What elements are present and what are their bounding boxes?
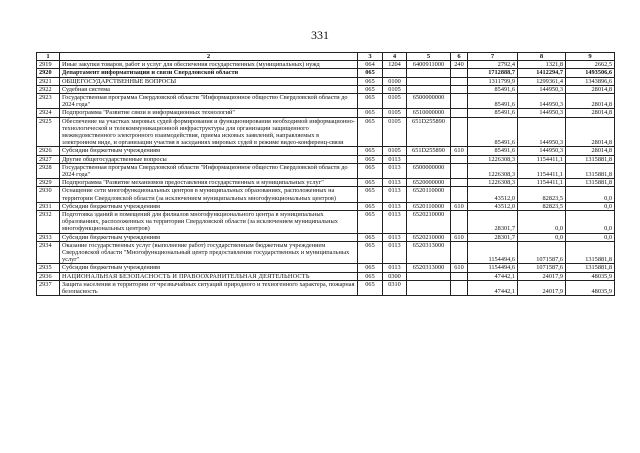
row-number-cell: 2923	[37, 94, 60, 109]
amount-year-2-cell: 24017,9	[518, 272, 566, 280]
amount-year-2-cell: 1299361,4	[518, 77, 566, 85]
amount-year-2-cell: 144950,3	[518, 109, 566, 117]
ministry-code-cell: 065	[358, 147, 383, 155]
row-number-cell: 2932	[37, 211, 60, 234]
description-cell: Подпрограмма "Развитие связи и информационных технологий"	[60, 109, 358, 117]
amount-year-2-cell: 0,0	[518, 211, 566, 234]
target-article-cell: 6500000000	[407, 94, 451, 109]
ministry-code-cell: 065	[358, 264, 383, 272]
amount-year-1-cell: 85491,6	[468, 85, 518, 93]
table-row	[37, 264, 615, 272]
expense-type-cell	[451, 155, 468, 163]
column-header: 3	[358, 53, 383, 61]
description-cell: Оснащение сети многофункциональных центров в муниципальных образованиях, расположенных на территории Свердловской области (за исключением муниципальных многофункциональных центров)	[60, 187, 358, 202]
expense-type-cell: 610	[451, 233, 468, 241]
target-article-cell: 6520210000	[407, 211, 451, 234]
amount-year-2-cell: 82823,5	[518, 202, 566, 210]
table-row	[37, 94, 615, 109]
amount-year-1-cell: 85491,6	[468, 109, 518, 117]
table-row	[37, 117, 615, 147]
table-row	[37, 155, 615, 163]
expense-type-cell	[451, 117, 468, 147]
column-header: 6	[451, 53, 468, 61]
section-code-cell: 0310	[383, 280, 407, 295]
table-row	[37, 179, 615, 187]
target-article-cell: 651D255890	[407, 117, 451, 147]
section-code-cell: 0113	[383, 202, 407, 210]
expense-type-cell	[451, 94, 468, 109]
amount-year-1-cell: 28301,7	[468, 211, 518, 234]
ministry-code-cell: 065	[358, 77, 383, 85]
amount-year-1-cell: 43512,0	[468, 202, 518, 210]
description-cell: Субсидии бюджетным учреждениям	[60, 147, 358, 155]
target-article-cell: 6520110000	[407, 187, 451, 202]
description-cell: Департамент информатизации и связи Свердловской области	[60, 69, 358, 77]
ministry-code-cell: 065	[358, 211, 383, 234]
table-row	[37, 77, 615, 85]
description-cell: Защита населения и территории от чрезвычайных ситуаций природного и техногенного характера, пожарная безопасность	[60, 280, 358, 295]
amount-year-2-cell: 1321,8	[518, 61, 566, 69]
column-header: 5	[407, 53, 451, 61]
amount-year-2-cell: 1412294,7	[518, 69, 566, 77]
target-article-cell: 6520313000	[407, 264, 451, 272]
section-code-cell: 0105	[383, 117, 407, 147]
section-code-cell: 0113	[383, 155, 407, 163]
row-number-cell: 2919	[37, 61, 60, 69]
expense-type-cell	[451, 241, 468, 264]
description-cell: Субсидии бюджетным учреждениям	[60, 264, 358, 272]
section-code-cell: 0300	[383, 272, 407, 280]
row-number-cell: 2936	[37, 272, 60, 280]
target-article-cell: 6520110000	[407, 202, 451, 210]
section-code-cell: 0105	[383, 109, 407, 117]
section-code-cell: 0105	[383, 94, 407, 109]
amount-year-2-cell: 24017,9	[518, 280, 566, 295]
section-code-cell: 0113	[383, 241, 407, 264]
expense-type-cell	[451, 280, 468, 295]
description-cell: Обеспечение на участках мировых судей формирования и функционирования необходимой информационно-технологической и телекоммуникационной инфраструктуры для организации защищенного межведомственного электронного взаимодействия, приема исковых заявлений, направляемых в электронном виде, и организации участия в заседаниях мировых судей в режиме видео-конференц-связи	[60, 117, 358, 147]
amount-year-3-cell: 2662,5	[566, 61, 615, 69]
amount-year-2-cell: 82823,5	[518, 187, 566, 202]
target-article-cell: 6520000000	[407, 179, 451, 187]
amount-year-2-cell: 144950,3	[518, 147, 566, 155]
description-cell: Судебная система	[60, 85, 358, 93]
column-header: 9	[566, 53, 615, 61]
description-cell: Другие общегосударственные вопросы	[60, 155, 358, 163]
target-article-cell	[407, 280, 451, 295]
row-number-cell: 2927	[37, 155, 60, 163]
ministry-code-cell: 065	[358, 94, 383, 109]
amount-year-2-cell: 1071587,6	[518, 241, 566, 264]
target-article-cell	[407, 85, 451, 93]
expense-type-cell	[451, 109, 468, 117]
ministry-code-cell: 065	[358, 233, 383, 241]
amount-year-2-cell: 1154411,1	[518, 163, 566, 178]
amount-year-3-cell: 1343896,6	[566, 77, 615, 85]
description-cell: Государственная программа Свердловской области "Информационное общество Свердловской области до 2024 года"	[60, 94, 358, 109]
table-row	[37, 211, 615, 234]
amount-year-3-cell: 1315881,8	[566, 264, 615, 272]
table-row	[37, 69, 615, 77]
amount-year-2-cell: 1071587,6	[518, 264, 566, 272]
amount-year-3-cell: 1315881,8	[566, 179, 615, 187]
amount-year-1-cell: 1712888,7	[468, 69, 518, 77]
column-header: 4	[383, 53, 407, 61]
expense-type-cell	[451, 77, 468, 85]
row-number-cell: 2934	[37, 241, 60, 264]
amount-year-3-cell: 0,0	[566, 202, 615, 210]
column-header: 7	[468, 53, 518, 61]
table-row	[37, 85, 615, 93]
target-article-cell: 6520210000	[407, 233, 451, 241]
table-row	[37, 109, 615, 117]
description-cell: Субсидии бюджетным учреждениям	[60, 233, 358, 241]
target-article-cell: 6400911000	[407, 61, 451, 69]
amount-year-2-cell: 144950,3	[518, 85, 566, 93]
ministry-code-cell: 065	[358, 187, 383, 202]
table-row	[37, 272, 615, 280]
amount-year-1-cell: 85491,6	[468, 147, 518, 155]
row-number-cell: 2926	[37, 147, 60, 155]
column-header: 1	[37, 53, 60, 61]
table-row	[37, 233, 615, 241]
amount-year-2-cell: 0,0	[518, 233, 566, 241]
section-code-cell: 0113	[383, 211, 407, 234]
row-number-cell: 2931	[37, 202, 60, 210]
expense-type-cell: 610	[451, 202, 468, 210]
amount-year-3-cell: 0,0	[566, 233, 615, 241]
ministry-code-cell: 065	[358, 241, 383, 264]
target-article-cell: 651D255890	[407, 147, 451, 155]
ministry-code-cell: 064	[358, 61, 383, 69]
ministry-code-cell: 065	[358, 69, 383, 77]
amount-year-2-cell: 144950,3	[518, 117, 566, 147]
row-number-cell: 2920	[37, 69, 60, 77]
target-article-cell: 6510000000	[407, 109, 451, 117]
amount-year-2-cell: 144950,3	[518, 94, 566, 109]
amount-year-3-cell: 1315881,8	[566, 155, 615, 163]
description-cell: Иные закупки товаров, работ и услуг для обеспечения государственных (муниципальных) нужд	[60, 61, 358, 69]
target-article-cell	[407, 155, 451, 163]
ministry-code-cell: 065	[358, 109, 383, 117]
description-cell: Подготовка зданий и помещений для филиалов многофункционального центра в муниципальных образованиях, расположенных на территории Свердловской области (за исключением муниципальных многофункциональных центров)	[60, 211, 358, 234]
row-number-cell: 2928	[37, 163, 60, 178]
amount-year-1-cell: 28301,7	[468, 233, 518, 241]
budget-table	[36, 52, 615, 296]
expense-type-cell: 610	[451, 147, 468, 155]
amount-year-3-cell: 1315881,8	[566, 163, 615, 178]
section-code-cell: 0105	[383, 85, 407, 93]
row-number-cell: 2924	[37, 109, 60, 117]
table-row	[37, 241, 615, 264]
table-row	[37, 147, 615, 155]
section-code-cell: 0113	[383, 163, 407, 178]
amount-year-1-cell: 2792,4	[468, 61, 518, 69]
amount-year-2-cell: 1154411,1	[518, 179, 566, 187]
amount-year-1-cell: 1226308,3	[468, 179, 518, 187]
ministry-code-cell: 065	[358, 179, 383, 187]
target-article-cell: 6520313000	[407, 241, 451, 264]
table-row	[37, 202, 615, 210]
description-cell: Оказание государственных услуг (выполнение работ) государственным бюджетным учреждением Свердловской области "Многофункциональный центр предоставления государственных и муниципальных услуг"	[60, 241, 358, 264]
amount-year-1-cell: 1311799,9	[468, 77, 518, 85]
table-row	[37, 280, 615, 295]
amount-year-3-cell: 0,0	[566, 187, 615, 202]
row-number-cell: 2922	[37, 85, 60, 93]
description-cell: Государственная программа Свердловской области "Информационное общество Свердловской области до 2024 года"	[60, 163, 358, 178]
section-code-cell: 0113	[383, 179, 407, 187]
section-code-cell: 0113	[383, 187, 407, 202]
amount-year-3-cell: 28014,8	[566, 117, 615, 147]
section-code-cell: 0113	[383, 233, 407, 241]
table-row	[37, 187, 615, 202]
target-article-cell: 6500000000	[407, 163, 451, 178]
amount-year-3-cell: 48035,9	[566, 272, 615, 280]
expense-type-cell	[451, 211, 468, 234]
amount-year-1-cell: 1154494,6	[468, 241, 518, 264]
amount-year-1-cell: 47442,1	[468, 272, 518, 280]
description-cell: НАЦИОНАЛЬНАЯ БЕЗОПАСНОСТЬ И ПРАВООХРАНИТЕЛЬНАЯ ДЕЯТЕЛЬНОСТЬ	[60, 272, 358, 280]
amount-year-3-cell: 28014,8	[566, 147, 615, 155]
section-code-cell: 1204	[383, 61, 407, 69]
row-number-cell: 2925	[37, 117, 60, 147]
page-number: 331	[311, 28, 329, 42]
row-number-cell: 2921	[37, 77, 60, 85]
section-code-cell	[383, 69, 407, 77]
column-header: 8	[518, 53, 566, 61]
expense-type-cell	[451, 179, 468, 187]
amount-year-3-cell: 1493506,6	[566, 69, 615, 77]
table-row	[37, 163, 615, 178]
amount-year-1-cell: 85491,6	[468, 117, 518, 147]
expense-type-cell	[451, 85, 468, 93]
expense-type-cell	[451, 187, 468, 202]
target-article-cell	[407, 77, 451, 85]
ministry-code-cell: 065	[358, 163, 383, 178]
amount-year-3-cell: 0,0	[566, 211, 615, 234]
ministry-code-cell: 065	[358, 85, 383, 93]
amount-year-3-cell: 48035,9	[566, 280, 615, 295]
ministry-code-cell: 065	[358, 155, 383, 163]
description-cell: Субсидии бюджетным учреждениям	[60, 202, 358, 210]
row-number-cell: 2929	[37, 179, 60, 187]
expense-type-cell	[451, 272, 468, 280]
amount-year-1-cell: 43512,0	[468, 187, 518, 202]
section-code-cell: 0105	[383, 147, 407, 155]
ministry-code-cell: 065	[358, 280, 383, 295]
column-header: 2	[60, 53, 358, 61]
table-header-row	[37, 53, 615, 61]
table-row	[37, 61, 615, 69]
target-article-cell	[407, 272, 451, 280]
ministry-code-cell: 065	[358, 117, 383, 147]
amount-year-1-cell: 1226308,3	[468, 155, 518, 163]
description-cell: Подпрограмма "Развитие механизмов предоставления государственных и муниципальных услуг"	[60, 179, 358, 187]
section-code-cell: 0100	[383, 77, 407, 85]
amount-year-1-cell: 47442,1	[468, 280, 518, 295]
amount-year-3-cell: 28014,8	[566, 94, 615, 109]
section-code-cell: 0113	[383, 264, 407, 272]
amount-year-3-cell: 28014,8	[566, 109, 615, 117]
ministry-code-cell: 065	[358, 202, 383, 210]
row-number-cell: 2933	[37, 233, 60, 241]
expense-type-cell	[451, 69, 468, 77]
target-article-cell	[407, 69, 451, 77]
row-number-cell: 2937	[37, 280, 60, 295]
amount-year-3-cell: 1315881,8	[566, 241, 615, 264]
amount-year-3-cell: 28014,8	[566, 85, 615, 93]
expense-type-cell: 610	[451, 264, 468, 272]
row-number-cell: 2930	[37, 187, 60, 202]
expense-type-cell	[451, 163, 468, 178]
expense-type-cell: 240	[451, 61, 468, 69]
amount-year-1-cell: 1226308,3	[468, 163, 518, 178]
amount-year-2-cell: 1154411,1	[518, 155, 566, 163]
description-cell: ОБЩЕГОСУДАРСТВЕННЫЕ ВОПРОСЫ	[60, 77, 358, 85]
ministry-code-cell: 065	[358, 272, 383, 280]
amount-year-1-cell: 1154494,6	[468, 264, 518, 272]
amount-year-1-cell: 85491,6	[468, 94, 518, 109]
row-number-cell: 2935	[37, 264, 60, 272]
